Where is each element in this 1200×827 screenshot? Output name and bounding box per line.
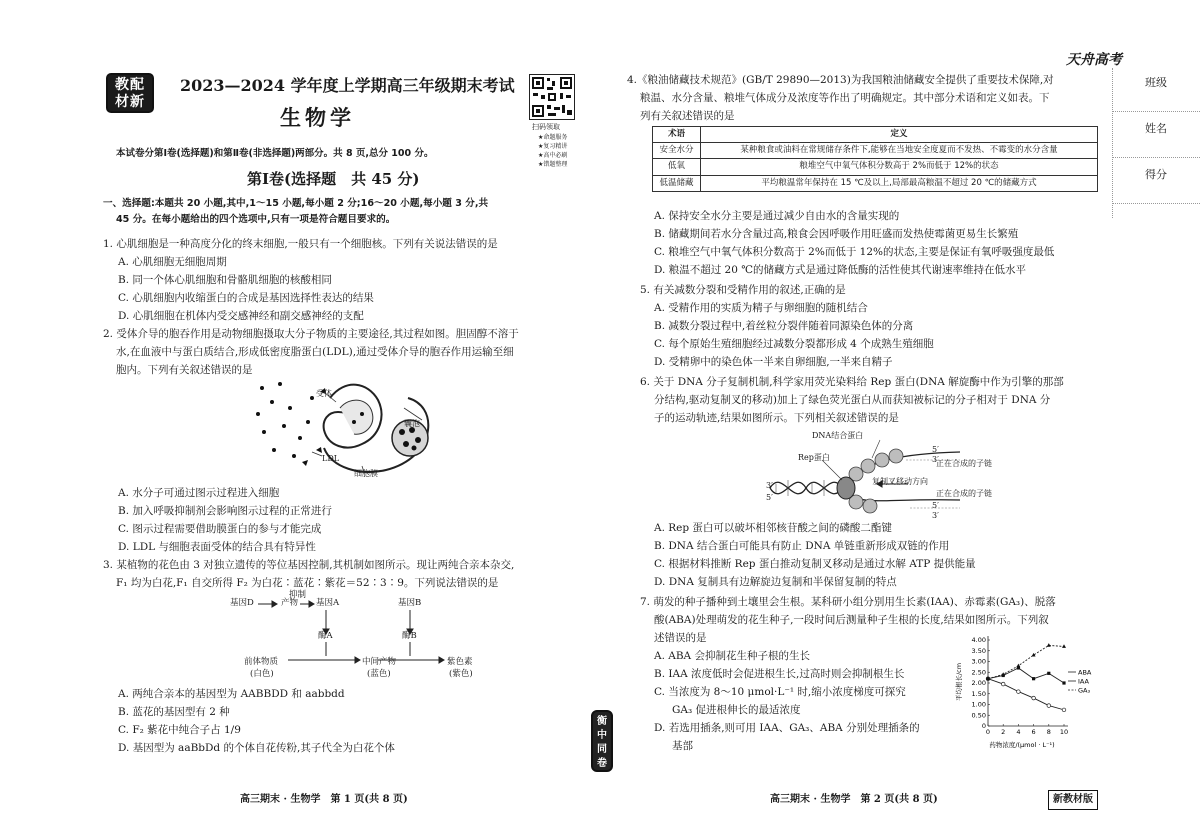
table-row xyxy=(653,143,1098,159)
chart-x-tick-label: 6 xyxy=(1031,728,1036,736)
q7-stem-line-2: 酸(ABA)处理萌发的花生种子,一段时间后测量种子生根的长度,结果如图所示。下列叙 xyxy=(654,614,1049,626)
root-length-chart xyxy=(952,632,1102,750)
exam-info: 本试卷分第Ⅰ卷(选择题)和第Ⅱ卷(非选择题)两部分。共 8 页,总分 100 分。 xyxy=(116,148,434,159)
chart-point xyxy=(1047,643,1051,647)
dna-helix-strand-2 xyxy=(770,482,842,494)
footer-left: 高三期末 · 生物学 第 1 页(共 8 页) xyxy=(240,794,408,805)
label-5prime-c: 5′ xyxy=(932,501,939,510)
q6-option-c[interactable]: C. 根据材料推断 Rep 蛋白推动复制叉移动是通过水解 ATP 提供能量 xyxy=(654,558,976,570)
label-white: (白色) xyxy=(250,669,274,679)
q3-stem-line-2: F₁ 均为白花,F₁ 自交所得 F₂ 为白花∶蓝花∶紫花＝52∶3∶9。下列说法错误的是 xyxy=(116,577,499,589)
seal-char: 卷 xyxy=(597,758,607,769)
label-intermediate: 中间产物 xyxy=(362,657,397,667)
q4-stem-line-2: 粮温、水分含量、粮堆气体成分及浓度等作出了明确规定。其中部分术语和定义如表。下 xyxy=(640,92,1050,104)
brand-logo: 天舟高考 xyxy=(1066,52,1122,68)
rep-protein-shape xyxy=(837,477,855,499)
table-header: 定义 xyxy=(701,127,1098,143)
chart-y-tick-label: 1.00 xyxy=(971,700,986,709)
label-gene-a: 基因A xyxy=(316,598,340,608)
chart-y-tick-label: 3.50 xyxy=(971,646,986,655)
class-field[interactable]: 班级 xyxy=(1112,68,1200,112)
chart-series-line-aba xyxy=(988,679,1064,710)
logo-line-2: 材新 xyxy=(115,94,145,110)
qr-notes xyxy=(538,133,567,169)
q4-option-c[interactable]: C. 粮堆空气中氧气体积分数高于 2%而低于 12%的状态,主要是保证有氧呼吸强度最低 xyxy=(654,246,1055,258)
table-cell: 安全水分 xyxy=(653,143,701,159)
q1-option-d[interactable]: D. 心肌细胞在机体内受交感神经和副交感神经的支配 xyxy=(118,310,364,322)
q3-option-c[interactable]: C. F₂ 紫花中纯合子占 1/9 xyxy=(118,724,241,736)
label-enzyme-a: 酶A xyxy=(318,631,333,641)
chart-point xyxy=(1017,690,1021,694)
chart-x-tick-label: 0 xyxy=(985,728,991,736)
chart-point xyxy=(1032,696,1036,700)
label-ldl: LDL xyxy=(322,454,340,463)
q3-option-a[interactable]: A. 两纯合亲本的基因型为 AABBDD 和 aabbdd xyxy=(118,688,345,700)
qr-note: ★命题服务 xyxy=(538,134,568,141)
q7-option-d[interactable]: D. 若选用插条,则可用 IAA、GA₃、ABA 分别处理插条的 xyxy=(654,722,920,734)
qr-note: ★错题整理 xyxy=(538,161,568,168)
q6-stem-line-1: 6. 关于 DNA 分子复制机制,科学家用荧光染料给 Rep 蛋白(DNA 解旋酶中作为引擎的那部 xyxy=(640,376,1064,388)
chart-y-tick-label: 2.50 xyxy=(971,668,986,677)
name-field[interactable]: 姓名 xyxy=(1112,114,1200,158)
label-purple: (紫色) xyxy=(449,669,473,679)
label-5prime-a: 5′ xyxy=(932,445,939,454)
q7-option-c-cont: GA₃ 促进根伸长的最适浓度 xyxy=(672,704,801,716)
exam-title: 2023—2024 学年度上学期高三年级期末考试 xyxy=(180,76,515,95)
q7-stem-line-3: 述错误的是 xyxy=(654,632,707,644)
label-3prime-b: 3′ xyxy=(766,481,773,490)
footer-right: 高三期末 · 生物学 第 2 页(共 8 页) xyxy=(770,794,938,805)
q6-option-d[interactable]: D. DNA 复制具有边解旋边复制和半保留复制的特点 xyxy=(654,576,897,588)
q2-option-c[interactable]: C. 图示过程需要借助膜蛋白的参与才能完成 xyxy=(118,523,322,535)
label-chain-2: 正在合成的子链 xyxy=(936,489,992,498)
table-cell: 粮堆空气中氧气体积分数高于 2%而低于 12%的状态 xyxy=(701,159,1098,175)
q1-option-a[interactable]: A. 心肌细胞无细胞周期 xyxy=(118,256,227,268)
chart-x-label: 药物浓度/(μmol · L⁻¹) xyxy=(989,741,1055,749)
chart-x-tick-label: 2 xyxy=(1001,728,1006,736)
invagination xyxy=(340,400,373,434)
q4-option-d[interactable]: D. 粮温不超过 20 ℃的储藏方式是通过降低酶的活性使其代谢速率维持在低水平 xyxy=(654,264,1027,276)
q3-option-d[interactable]: D. 基因型为 aaBbDd 的个体自花传粉,其子代全为白花个体 xyxy=(118,742,395,754)
qr-code[interactable] xyxy=(529,74,575,120)
chart-x-tick-label: 8 xyxy=(1046,728,1051,736)
q1-option-b[interactable]: B. 同一个体心肌细胞和骨骼肌细胞的核酸相同 xyxy=(118,274,332,286)
q7-option-b[interactable]: B. IAA 浓度低时会促进根生长,过高时则会抑制根生长 xyxy=(654,668,905,680)
endocytosis-diagram xyxy=(250,378,450,480)
q7-option-a[interactable]: A. ABA 会抑制花生种子根的生长 xyxy=(654,650,810,662)
q7-stem-line-1: 7. 萌发的种子播种到土壤里会生根。某科研小组分别用生长素(IAA)、赤霉素(GA₃)、脱落 xyxy=(640,596,1056,608)
q2-stem-line-1: 2. 受体介导的胞吞作用是动物细胞摄取大分子物质的主要途径,其过程如图。胆固醇不溶于 xyxy=(103,328,519,340)
table-cell: 低温储藏 xyxy=(653,175,701,191)
chart-y-tick-label: 0 xyxy=(981,722,986,730)
label-precursor: 前体物质 xyxy=(244,657,279,667)
hengzhong-seal xyxy=(591,710,613,772)
label-3prime-c: 3′ xyxy=(932,511,939,520)
chart-x-tick-label: 10 xyxy=(1059,728,1069,736)
qr-note: ★高中必刷 xyxy=(538,152,568,159)
chart-point xyxy=(1001,682,1005,686)
label-dna-binding-protein: DNA结合蛋白 xyxy=(812,431,864,440)
q5-option-a[interactable]: A. 受精作用的实质为精子与卵细胞的随机结合 xyxy=(654,302,868,314)
label-5prime-b: 5′ xyxy=(766,493,773,502)
seal-char: 衡 xyxy=(597,716,607,727)
table-cell: 某种粮食或油料在常规储存条件下,能够在当地安全度夏而不发热、不霉变的水分含量 xyxy=(701,143,1098,159)
chart-point xyxy=(1062,644,1066,648)
q2-option-a[interactable]: A. 水分子可通过图示过程进入细胞 xyxy=(118,487,280,499)
q3-stem-line-1: 3. 某植物的花色由 3 对独立遗传的等位基因控制,其机制如图所示。现让两纯合亲本杂交, xyxy=(103,559,515,571)
q7-option-c[interactable]: C. 当浓度为 8～10 μmol·L⁻¹ 时,缩小浓度梯度可探究 xyxy=(654,686,906,698)
chart-legend-label: ABA xyxy=(1078,668,1092,677)
chart-point xyxy=(1016,664,1020,668)
q4-option-a[interactable]: A. 保持安全水分主要是通过减少自由水的含量实现的 xyxy=(654,210,900,222)
q6-option-a[interactable]: A. Rep 蛋白可以破坏相邻核苷酸之间的磷酸二酯键 xyxy=(654,522,892,534)
label-direction: 复制叉移动方向 xyxy=(872,477,928,486)
chart-x-tick-label: 4 xyxy=(1016,728,1021,736)
q2-option-d[interactable]: D. LDL 与细胞表面受体的结合具有特异性 xyxy=(118,541,316,553)
q7-option-d-cont: 基部 xyxy=(672,740,693,752)
textbook-logo xyxy=(106,73,154,113)
label-gene-d: 基因D xyxy=(230,598,254,608)
label-gene-b: 基因B xyxy=(398,598,422,608)
seal-char: 同 xyxy=(597,744,607,755)
q6-stem-line-2: 分结构,驱动复制叉的移动)加上了绿色荧光蛋白从而获知被标记的分子相对于 DNA 分 xyxy=(654,394,1051,406)
q4-stem-line-1: 4.《粮油储藏技术规范》(GB/T 29890—2013)为我国粮油储藏安全提供了重要技术保障,对 xyxy=(627,74,1054,86)
q5-stem: 5. 有关减数分裂和受精作用的叙述,正确的是 xyxy=(640,284,846,296)
q3-option-b[interactable]: B. 蓝花的基因型有 2 种 xyxy=(118,706,230,718)
table-row xyxy=(653,175,1098,191)
q5-option-d[interactable]: D. 受精卵中的染色体一半来自卵细胞,一半来自精子 xyxy=(654,356,893,368)
chart-point xyxy=(1047,704,1051,708)
qr-note: ★复习精讲 xyxy=(538,143,568,150)
table-cell: 低氧 xyxy=(653,159,701,175)
label-rep-protein: Rep蛋白 xyxy=(798,453,830,462)
section-title: 第Ⅰ卷(选择题 共 45 分) xyxy=(247,170,420,188)
q6-option-b[interactable]: B. DNA 结合蛋白可能具有防止 DNA 单链重新形成双链的作用 xyxy=(654,540,950,552)
q1-option-c[interactable]: C. 心肌细胞内收缩蛋白的合成是基因选择性表达的结果 xyxy=(118,292,374,304)
chart-legend-label: IAA xyxy=(1078,677,1089,686)
q4-table xyxy=(652,126,1098,192)
q1-stem: 1. 心肌细胞是一种高度分化的终末细胞,一般只有一个细胞核。下列有关说法错误的是 xyxy=(103,238,498,250)
chart-point xyxy=(1047,672,1050,675)
qr-pattern-icon xyxy=(530,75,574,119)
q4-option-b[interactable]: B. 储藏期间若水分含量过高,粮食会因呼吸作用旺盛而发热使霉菌更易生长繁殖 xyxy=(654,228,1019,240)
label-chain-1: 正在合成的子链 xyxy=(936,459,992,468)
table-cell: 平均粮温常年保持在 15 ℃及以上,局部最高粮温不超过 20 ℃的储藏方式 xyxy=(701,175,1098,191)
label-inhibit: 抑制 xyxy=(289,590,307,600)
instruction-line-2: 45 分。在每小题给出的四个选项中,只有一项是符合题目要求的。 xyxy=(116,214,396,225)
chart-point xyxy=(1032,677,1035,680)
table-header-row xyxy=(653,127,1098,143)
label-3prime-a: 3′ xyxy=(932,455,939,464)
q2-stem-line-3: 胞内。下列有关叙述错误的是 xyxy=(116,364,253,376)
q5-option-c[interactable]: C. 每个原始生殖细胞经过减数分裂都形成 4 个成熟生殖细胞 xyxy=(654,338,934,350)
label-purple-pigment: 紫色素 xyxy=(447,657,473,667)
label-receptor: 受体 xyxy=(316,389,332,398)
table-header: 术语 xyxy=(653,127,701,143)
chart-point xyxy=(1062,708,1066,712)
instruction-line-1: 一、选择题:本题共 20 小题,其中,1～15 小题,每小题 2 分;16～20 小题,每小题 3 分,共 xyxy=(103,198,489,209)
chart-y-tick-label: 2.00 xyxy=(971,679,986,687)
q2-stem-line-2: 水,在血液中与蛋白质结合,形成低密度脂蛋白(LDL),通过受体介导的胞吞作用运输至细 xyxy=(116,346,514,358)
chart-y-tick-label: 1.50 xyxy=(971,689,986,698)
label-vesicle: 囊泡 xyxy=(404,419,420,428)
edition-badge: 新教材版 xyxy=(1048,790,1098,810)
label-product: 产物 xyxy=(281,598,299,608)
seal-char: 中 xyxy=(597,730,607,741)
chart-legend-label: GA₃ xyxy=(1078,686,1091,695)
chart-y-tick-label: 3.00 xyxy=(971,657,986,666)
table-row xyxy=(653,159,1098,175)
score-field[interactable]: 得分 xyxy=(1112,160,1200,204)
label-enzyme-b: 酶B xyxy=(402,631,417,641)
subject-title: 生物学 xyxy=(280,105,355,130)
q2-option-b[interactable]: B. 加入呼吸抑制剂会影响图示过程的正常进行 xyxy=(118,505,332,517)
chart-y-tick-label: 0.50 xyxy=(971,711,986,720)
label-membrane: 细胞膜 xyxy=(354,469,378,478)
chart-y-label: 平均根长/cm xyxy=(955,662,963,702)
qr-label: 扫码领取 xyxy=(532,123,560,131)
chart-y-tick-label: 4.00 xyxy=(971,636,986,644)
q4-stem-line-3: 列有关叙述错误的是 xyxy=(640,110,735,122)
chart-point xyxy=(1062,681,1065,684)
logo-line-1: 教配 xyxy=(115,77,145,93)
q6-stem-line-3: 子的运动轨迹,结果如图所示。下列相关叙述错误的是 xyxy=(654,412,899,424)
q5-option-b[interactable]: B. 减数分裂过程中,着丝粒分裂伴随着同源染色体的分离 xyxy=(654,320,914,332)
label-blue: (蓝色) xyxy=(367,669,391,679)
